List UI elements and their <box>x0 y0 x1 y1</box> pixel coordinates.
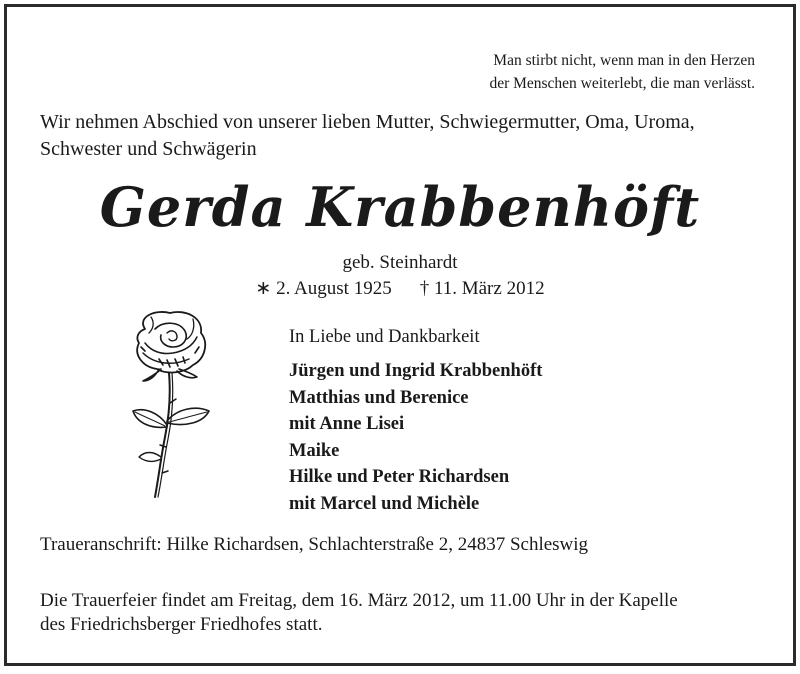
mourners-list <box>289 358 542 517</box>
motto-line: der Menschen weiterlebt, die man verlässt. <box>489 75 755 92</box>
funeral-details <box>40 589 780 637</box>
motto-quote <box>489 49 755 95</box>
ceremony-line: des Friedrichsberger Friedhofes statt. <box>40 614 323 635</box>
mourner-entry: mit Anne Lisei <box>289 414 405 434</box>
obituary-notice <box>4 4 796 666</box>
rose-icon <box>115 307 225 507</box>
ceremony-line: Die Trauerfeier findet am Freitag, dem 16. März 2012, um 11.00 Uhr in der Kapelle <box>40 590 678 611</box>
death-date: † 11. März 2012 <box>419 278 545 299</box>
birth-name: geb. Steinhardt <box>342 252 458 273</box>
mourner-entry: Hilke und Peter Richardsen <box>289 467 510 487</box>
mourner-entry: Matthias und Berenice <box>289 387 469 408</box>
deceased-name: Gerda Krabbenhöft <box>99 175 701 239</box>
intro-line: Schwester und Schwägerin <box>40 138 257 160</box>
mourners-intro: In Liebe und Dankbarkeit <box>289 327 480 347</box>
birth-date: ∗ 2. August 1925 <box>255 278 392 299</box>
mourning-address: Traueranschrift: Hilke Richardsen, Schlachterstraße 2, 24837 Schleswig <box>40 534 589 555</box>
intro-line: Wir nehmen Abschied von unserer lieben Mutter, Schwiegermutter, Oma, Uroma, <box>40 111 695 133</box>
mourner-entry: Maike <box>289 440 340 461</box>
mourner-entry: Jürgen und Ingrid Krabbenhöft <box>289 361 543 381</box>
life-dates <box>7 277 793 301</box>
farewell-intro <box>40 109 780 163</box>
mourner-entry: mit Marcel und Michèle <box>289 493 480 514</box>
motto-line: Man stirbt nicht, wenn man in den Herzen <box>493 52 755 69</box>
